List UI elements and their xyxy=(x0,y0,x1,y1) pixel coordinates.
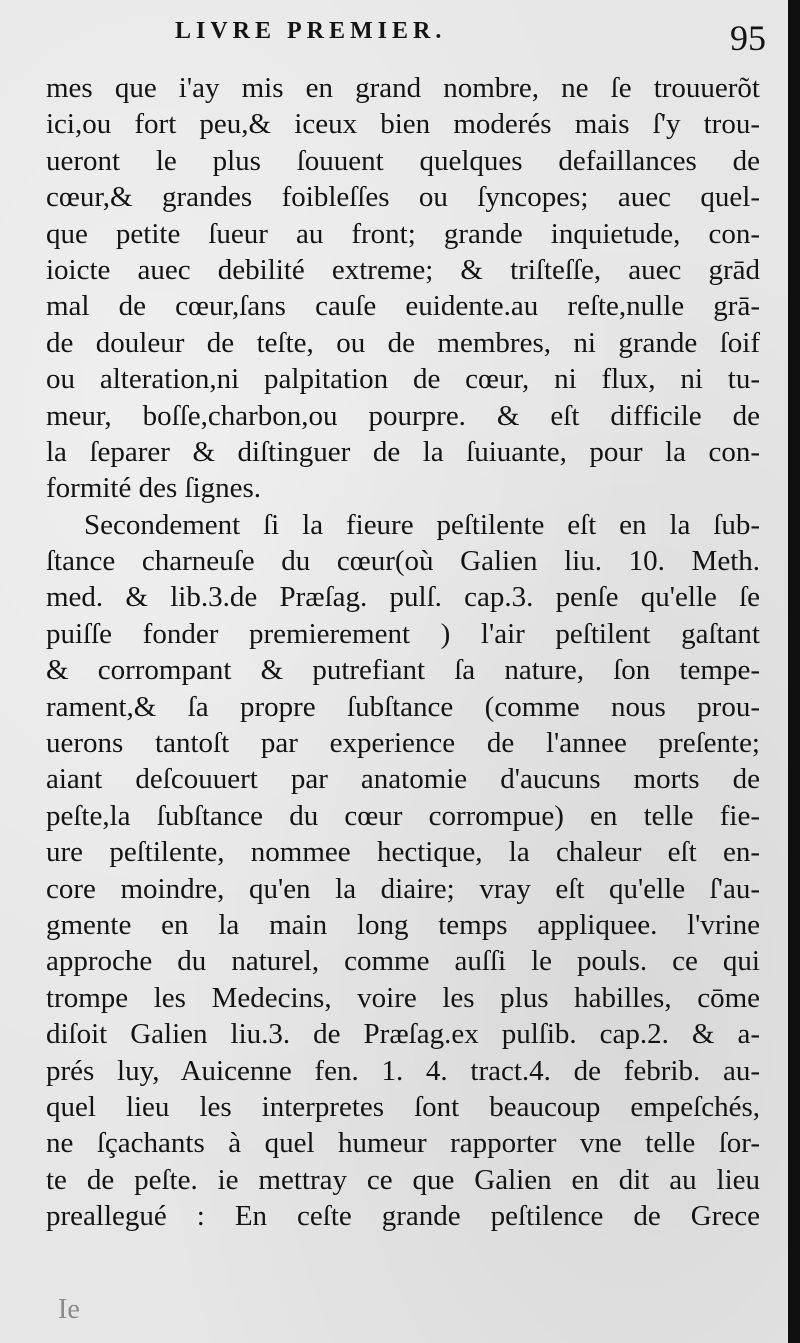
text-line: peſte,la ſubſtance du cœur corrompue) en telle fie- xyxy=(46,799,760,832)
text-line: te de peſte. ie mettray ce que Galien en dit au lieu xyxy=(46,1163,760,1196)
text-line: med. & lib.3.de Præſag. pulſ. cap.3. penſe qu'elle ſe xyxy=(46,581,760,614)
text-line: ueront le plus ſouuent quelques defaillances de xyxy=(46,144,760,177)
text-line: la ſeparer & diſtinguer de la ſuiuante, pour la con- xyxy=(46,435,760,468)
text-line: cœur,& grandes foibleſſes ou ſyncopes; auec quel- xyxy=(46,181,760,214)
text-line: aiant deſcouuert par anatomie d'aucuns morts de xyxy=(46,763,760,796)
text-line: ioicte auec debilité extreme; & triſteſſe, auec grād xyxy=(46,253,760,286)
paragraph-start-line: Secondement ſi la fieure peſtilente eſt en la ſub- xyxy=(84,508,760,541)
text-line: core moindre, qu'en la diaire; vray eſt qu'elle ſ'au- xyxy=(46,872,760,905)
paragraph-end-line: formité des ſignes. xyxy=(46,472,262,505)
text-line: ou alteration,ni palpitation de cœur, ni flux, ni tu- xyxy=(46,363,760,396)
text-line: ure peſtilente, nommee hectique, la chaleur eſt en- xyxy=(46,836,760,869)
page-edge-shadow xyxy=(788,0,800,1343)
text-line: ſtance charneuſe du cœur(où Galien liu. 10. Meth. xyxy=(46,545,760,578)
text-block xyxy=(46,70,760,1235)
text-line: preallegué : En ceſte grande peſtilence de Grece xyxy=(46,1200,760,1233)
text-line: que petite ſueur au front; grande inquietude, con- xyxy=(46,217,760,250)
text-line: mes que i'ay mis en grand nombre, ne ſe trouuerõt xyxy=(46,72,760,104)
text-line: ne ſçachants à quel humeur rapporter vne telle ſor- xyxy=(46,1127,760,1160)
text-line: puiſſe fonder premierement ) l'air peſtilent gaſtant xyxy=(46,617,760,650)
text-line: quel lieu les interpretes ſont beaucoup empeſchés, xyxy=(46,1090,760,1123)
text-line: gmente en la main long temps appliquee. l'vrine xyxy=(46,908,760,941)
text-line: meur, boſſe,charbon,ou pourpre. & eſt difficile de xyxy=(46,399,760,432)
text-line: de douleur de teſte, ou de membres, ni grande ſoif xyxy=(46,326,760,359)
text-line: ici,ou fort peu,& iceux bien moderés mais ſ'y trou- xyxy=(46,108,760,141)
text-line: rament,& ſa propre ſubſtance (comme nous prou- xyxy=(46,690,760,723)
page-number: 95 xyxy=(730,18,766,58)
text-line: uerons tantoſt par experience de l'annee preſente; xyxy=(46,727,760,760)
text-line: trompe les Medecins, voire les plus habilles, cōme xyxy=(46,981,760,1014)
text-line: mal de cœur,ſans cauſe euidente.au reſte,nulle grā- xyxy=(46,290,760,323)
running-head: LIVRE PREMIER. xyxy=(175,18,447,44)
text-line: prés luy, Auicenne fen. 1. 4. tract.4. de febrib. au- xyxy=(46,1054,760,1087)
catchword: Ie xyxy=(58,1294,80,1325)
text-line: approche du naturel, comme auſſi le pouls. ce qui xyxy=(46,945,760,978)
text-line: diſoit Galien liu.3. de Præſag.ex pulſib. cap.2. & a- xyxy=(46,1018,760,1051)
text-line: & corrompant & putrefiant ſa nature, ſon tempe- xyxy=(46,654,760,687)
